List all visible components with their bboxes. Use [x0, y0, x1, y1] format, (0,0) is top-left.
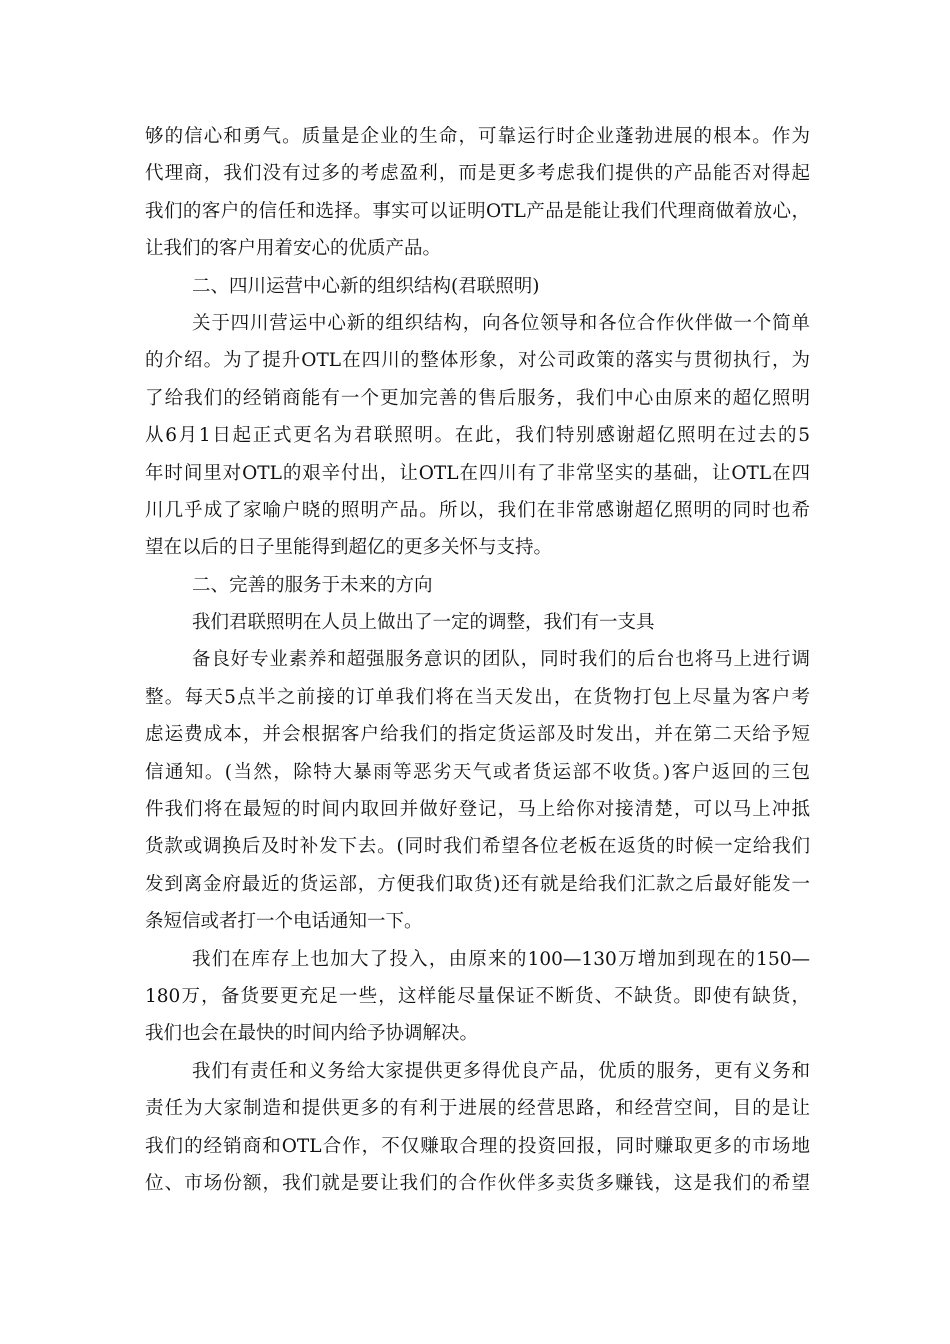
- body-text-line: 货款或调换后及时补发下去。(同时我们希望各位老板在返货的时候一定给我们: [145, 836, 810, 858]
- body-text-line: 位、市场份额，我们就是要让我们的合作伙伴多卖货多赚钱，这是我们的希望: [145, 1172, 810, 1194]
- body-text-line: 让我们的客户用着安心的优质产品。: [145, 238, 442, 260]
- body-text-line: 条短信或者打一个电话通知一下。: [145, 911, 423, 933]
- body-text-line: 我们也会在最快的时间内给予协调解决。: [145, 1023, 479, 1045]
- body-text-line: 望在以后的日子里能得到超亿的更多关怀与支持。: [145, 537, 553, 559]
- body-text-line: 整。每天5点半之前接的订单我们将在当天发出，在货物打包上尽量为客户考: [145, 686, 810, 708]
- body-text-line: 关于四川营运中心新的组织结构，向各位领导和各位合作伙伴做一个简单: [192, 312, 810, 334]
- body-text-line: 从6月1日起正式更名为君联照明。在此，我们特别感谢超亿照明在过去的5: [145, 425, 810, 447]
- section-heading: 二、完善的服务于未来的方向: [192, 574, 433, 596]
- body-text-line: 信通知。(当然，除特大暴雨等恶劣天气或者货运部不收货。)客户返回的三包: [145, 761, 810, 783]
- body-text-line: 代理商，我们没有过多的考虑盈利，而是更多考虑我们提供的产品能否对得起: [145, 163, 810, 185]
- body-text-line: 虑运费成本，并会根据客户给我们的指定货运部及时发出，并在第二天给予短: [145, 724, 810, 746]
- body-text-line: 件我们将在最短的时间内取回并做好登记，马上给你对接清楚，可以马上冲抵: [145, 799, 810, 821]
- body-text-line: 我们在库存上也加大了投入，由原来的100—130万增加到现在的150—: [192, 948, 810, 970]
- body-text-line: 的介绍。为了提升OTL在四川的整体形象，对公司政策的落实与贯彻执行，为: [145, 350, 810, 372]
- body-text-line: 我们有责任和义务给大家提供更多得优良产品，优质的服务，更有义务和: [192, 1060, 810, 1082]
- body-text-line: 180万，备货要更充足一些，这样能尽量保证不断货、不缺货。即使有缺货，: [145, 985, 810, 1007]
- body-text-line: 责任为大家制造和提供更多的有利于进展的经营思路，和经营空间，目的是让: [145, 1098, 810, 1120]
- section-heading: 二、四川运营中心新的组织结构(君联照明): [192, 275, 540, 297]
- body-text-line: 川几乎成了家喻户晓的照明产品。所以，我们在非常感谢超亿照明的同时也希: [145, 499, 810, 521]
- body-text-line: 我们的客户的信任和选择。事实可以证明OTL产品是能让我们代理商做着放心，: [145, 200, 810, 222]
- body-text-line: 发到离金府最近的货运部，方便我们取货)还有就是给我们汇款之后最好能发一: [145, 873, 810, 895]
- body-text-line: 够的信心和勇气。质量是企业的生命，可靠运行时企业蓬勃进展的根本。作为: [145, 126, 810, 147]
- body-text-line: 我们的经销商和OTL合作，不仅赚取合理的投资回报，同时赚取更多的市场地: [145, 1135, 810, 1157]
- body-text-line: 年时间里对OTL的艰辛付出，让OTL在四川有了非常坚实的基础，让OTL在四: [145, 462, 810, 484]
- body-text-line: 备良好专业素养和超强服务意识的团队，同时我们的后台也将马上进行调: [192, 649, 810, 671]
- document-body: [145, 118, 810, 1202]
- body-text-line: 我们君联照明在人员上做出了一定的调整，我们有一支具: [192, 612, 655, 634]
- body-text-line: 了给我们的经销商能有一个更加完善的售后服务，我们中心由原来的超亿照明: [145, 387, 810, 409]
